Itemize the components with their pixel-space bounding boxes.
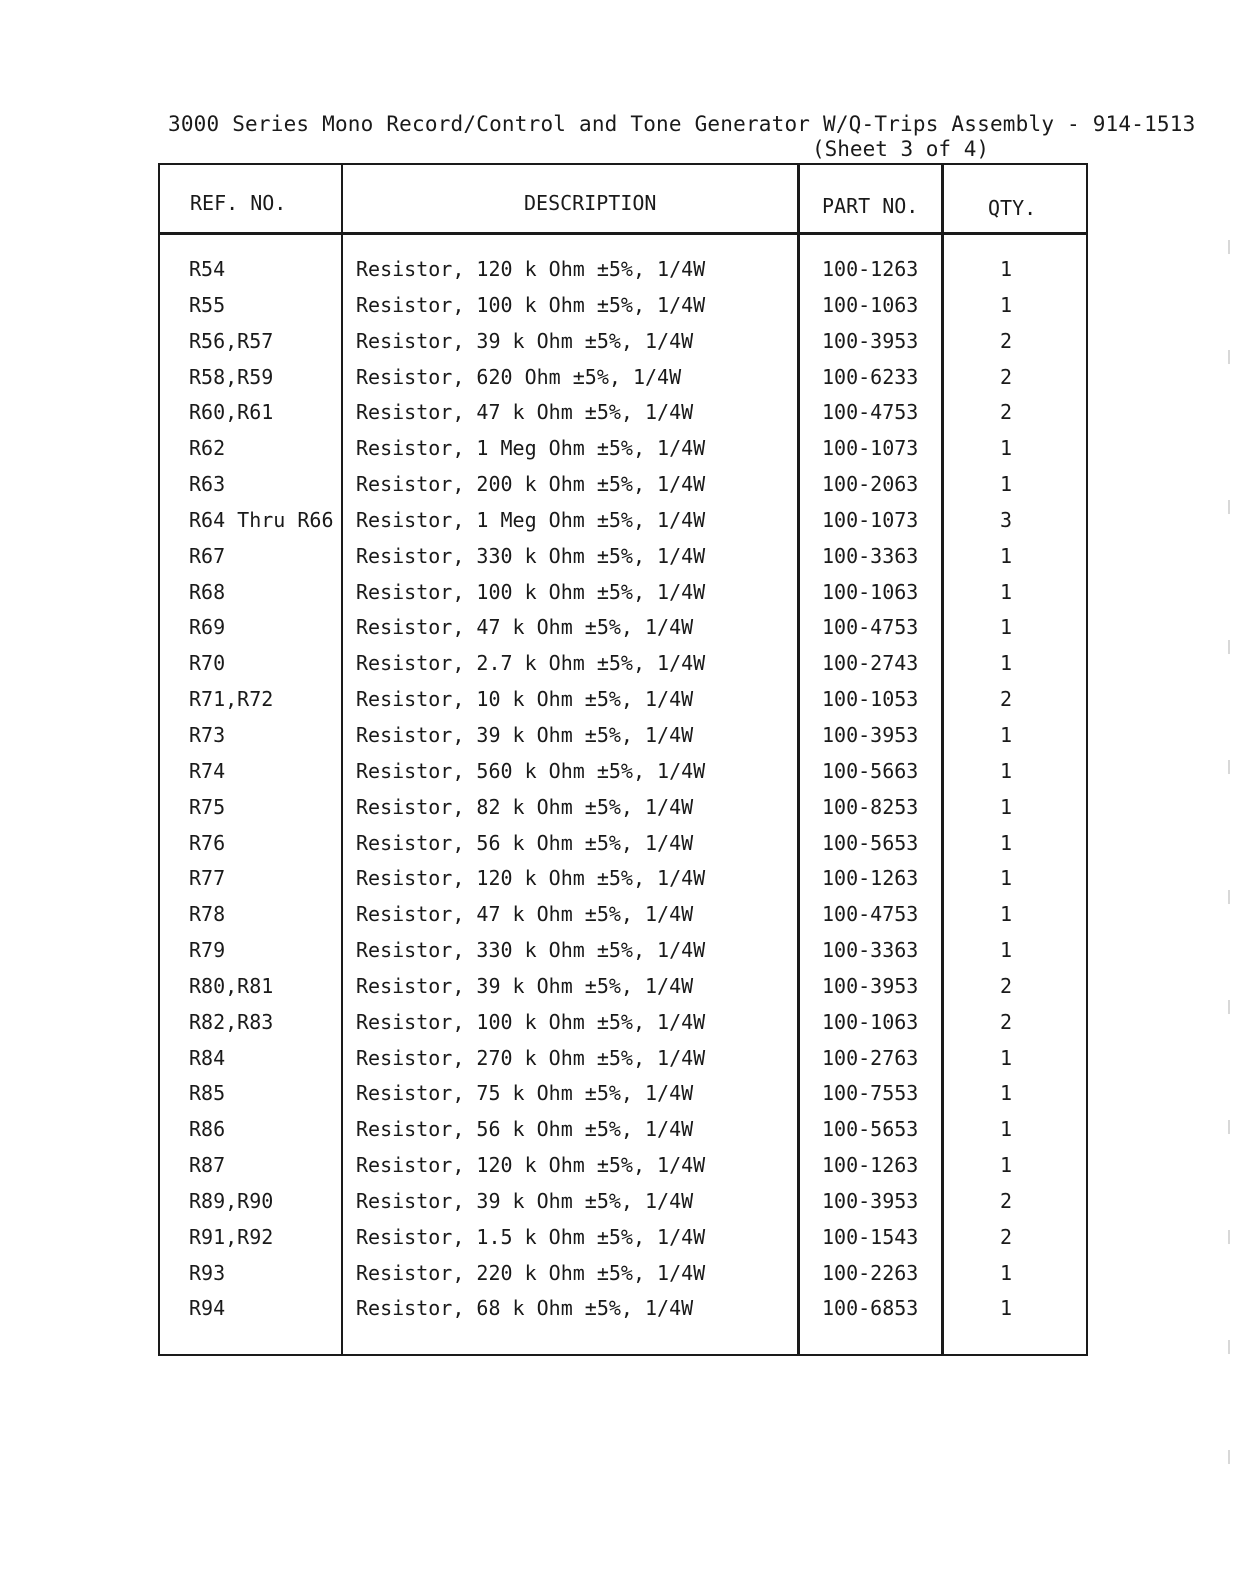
table-row — [160, 1081, 1086, 1117]
table-row — [160, 436, 1086, 472]
table-row — [160, 687, 1086, 723]
ref-no-cell: R89,R90 — [189, 1188, 274, 1213]
ref-no-cell: R84 — [189, 1045, 226, 1070]
qty-cell: 1 — [1000, 758, 1013, 783]
qty-cell: 2 — [1000, 973, 1013, 998]
part-no-cell: 100-1073 — [822, 436, 919, 461]
ref-no-cell: R63 — [189, 472, 226, 497]
description-cell: Resistor, 68 k Ohm ±5%, 1/4W — [356, 1296, 694, 1321]
qty-cell: 2 — [1000, 1224, 1013, 1249]
qty-cell: 2 — [1000, 687, 1013, 712]
part-no-cell: 100-3953 — [822, 722, 919, 747]
description-cell: Resistor, 47 k Ohm ±5%, 1/4W — [356, 400, 694, 425]
ref-no-cell: R68 — [189, 579, 226, 604]
document-title: 3000 Series Mono Record/Control and Tone Generator W/Q-Trips Assembly - 914-1513 — [168, 112, 1196, 136]
header-part-no: PART NO. — [822, 194, 919, 218]
ref-no-cell: R80,R81 — [189, 973, 274, 998]
table-row — [160, 1296, 1086, 1332]
table-row — [160, 1117, 1086, 1153]
ref-no-cell: R73 — [189, 722, 226, 747]
part-no-cell: 100-4753 — [822, 615, 919, 640]
ref-no-cell: R74 — [189, 758, 226, 783]
table-row — [160, 1153, 1086, 1189]
description-cell: Resistor, 47 k Ohm ±5%, 1/4W — [356, 902, 694, 927]
part-no-cell: 100-1263 — [822, 866, 919, 891]
ref-no-cell: R76 — [189, 830, 226, 855]
description-cell: Resistor, 120 k Ohm ±5%, 1/4W — [356, 1153, 706, 1178]
qty-cell: 1 — [1000, 866, 1013, 891]
description-cell: Resistor, 330 k Ohm ±5%, 1/4W — [356, 938, 706, 963]
ref-no-cell: R93 — [189, 1260, 226, 1285]
description-cell: Resistor, 100 k Ohm ±5%, 1/4W — [356, 579, 706, 604]
qty-cell: 1 — [1000, 1045, 1013, 1070]
table-row — [160, 400, 1086, 436]
description-cell: Resistor, 10 k Ohm ±5%, 1/4W — [356, 687, 694, 712]
table-row — [160, 759, 1086, 795]
part-no-cell: 100-6233 — [822, 364, 919, 389]
description-cell: Resistor, 75 k Ohm ±5%, 1/4W — [356, 1081, 694, 1106]
header-ref-no: REF. NO. — [190, 191, 287, 215]
table-body — [160, 257, 1086, 1332]
part-no-cell: 100-6853 — [822, 1296, 919, 1321]
table-row — [160, 723, 1086, 759]
description-cell: Resistor, 39 k Ohm ±5%, 1/4W — [356, 722, 694, 747]
qty-cell: 1 — [1000, 1117, 1013, 1142]
qty-cell: 1 — [1000, 436, 1013, 461]
table-row — [160, 1010, 1086, 1046]
part-no-cell: 100-4753 — [822, 400, 919, 425]
ref-no-cell: R75 — [189, 794, 226, 819]
description-cell: Resistor, 39 k Ohm ±5%, 1/4W — [356, 1188, 694, 1213]
ref-no-cell: R70 — [189, 651, 226, 676]
ref-no-cell: R55 — [189, 292, 226, 317]
table-row — [160, 902, 1086, 938]
qty-cell: 1 — [1000, 938, 1013, 963]
table-row — [160, 831, 1086, 867]
qty-cell: 1 — [1000, 1296, 1013, 1321]
qty-cell: 1 — [1000, 794, 1013, 819]
part-no-cell: 100-1263 — [822, 1153, 919, 1178]
ref-no-cell: R60,R61 — [189, 400, 274, 425]
qty-cell: 2 — [1000, 1188, 1013, 1213]
part-no-cell: 100-1063 — [822, 1009, 919, 1034]
table-row — [160, 329, 1086, 365]
part-no-cell: 100-3363 — [822, 938, 919, 963]
ref-no-cell: R82,R83 — [189, 1009, 274, 1034]
description-cell: Resistor, 2.7 k Ohm ±5%, 1/4W — [356, 651, 706, 676]
part-no-cell: 100-1053 — [822, 687, 919, 712]
part-no-cell: 100-2063 — [822, 472, 919, 497]
ref-no-cell: R86 — [189, 1117, 226, 1142]
ref-no-cell: R94 — [189, 1296, 226, 1321]
qty-cell: 1 — [1000, 651, 1013, 676]
table-row — [160, 651, 1086, 687]
description-cell: Resistor, 330 k Ohm ±5%, 1/4W — [356, 543, 706, 568]
part-no-cell: 100-1063 — [822, 292, 919, 317]
description-cell: Resistor, 120 k Ohm ±5%, 1/4W — [356, 866, 706, 891]
qty-cell: 1 — [1000, 257, 1013, 281]
table-row — [160, 293, 1086, 329]
description-cell: Resistor, 100 k Ohm ±5%, 1/4W — [356, 292, 706, 317]
qty-cell: 2 — [1000, 1009, 1013, 1034]
ref-no-cell: R91,R92 — [189, 1224, 274, 1249]
description-cell: Resistor, 620 Ohm ±5%, 1/4W — [356, 364, 682, 389]
description-cell: Resistor, 39 k Ohm ±5%, 1/4W — [356, 973, 694, 998]
part-no-cell: 100-1543 — [822, 1224, 919, 1249]
qty-cell: 2 — [1000, 364, 1013, 389]
part-no-cell: 100-1263 — [822, 257, 919, 281]
part-no-cell: 100-4753 — [822, 902, 919, 927]
part-no-cell: 100-7553 — [822, 1081, 919, 1106]
table-row — [160, 365, 1086, 401]
part-no-cell: 100-2743 — [822, 651, 919, 676]
ref-no-cell: R56,R57 — [189, 328, 274, 353]
part-no-cell: 100-1063 — [822, 579, 919, 604]
ref-no-cell: R67 — [189, 543, 226, 568]
description-cell: Resistor, 56 k Ohm ±5%, 1/4W — [356, 1117, 694, 1142]
part-no-cell: 100-2263 — [822, 1260, 919, 1285]
table-row — [160, 1261, 1086, 1297]
header-description: DESCRIPTION — [524, 191, 657, 215]
part-no-cell: 100-5653 — [822, 830, 919, 855]
table-row — [160, 472, 1086, 508]
part-no-cell: 100-3953 — [822, 328, 919, 353]
description-cell: Resistor, 270 k Ohm ±5%, 1/4W — [356, 1045, 706, 1070]
table-row — [160, 544, 1086, 580]
qty-cell: 1 — [1000, 830, 1013, 855]
description-cell: Resistor, 39 k Ohm ±5%, 1/4W — [356, 328, 694, 353]
part-no-cell: 100-1073 — [822, 507, 919, 532]
description-cell: Resistor, 1 Meg Ohm ±5%, 1/4W — [356, 436, 706, 461]
part-no-cell: 100-2763 — [822, 1045, 919, 1070]
ref-no-cell: R78 — [189, 902, 226, 927]
table-row — [160, 795, 1086, 831]
description-cell: Resistor, 1.5 k Ohm ±5%, 1/4W — [356, 1224, 706, 1249]
qty-cell: 3 — [1000, 507, 1013, 532]
qty-cell: 1 — [1000, 1153, 1013, 1178]
qty-cell: 2 — [1000, 400, 1013, 425]
part-no-cell: 100-8253 — [822, 794, 919, 819]
scan-edge-marks — [1210, 240, 1230, 1540]
ref-no-cell: R85 — [189, 1081, 226, 1106]
ref-no-cell: R77 — [189, 866, 226, 891]
qty-cell: 1 — [1000, 615, 1013, 640]
qty-cell: 1 — [1000, 579, 1013, 604]
table-row — [160, 1189, 1086, 1225]
table-row — [160, 974, 1086, 1010]
table-row — [160, 1225, 1086, 1261]
part-no-cell: 100-5663 — [822, 758, 919, 783]
table-row — [160, 1046, 1086, 1082]
header-qty: QTY. — [988, 196, 1037, 220]
ref-no-cell: R62 — [189, 436, 226, 461]
table-row — [160, 580, 1086, 616]
part-no-cell: 100-3363 — [822, 543, 919, 568]
qty-cell: 1 — [1000, 472, 1013, 497]
ref-no-cell: R79 — [189, 938, 226, 963]
description-cell: Resistor, 56 k Ohm ±5%, 1/4W — [356, 830, 694, 855]
description-cell: Resistor, 82 k Ohm ±5%, 1/4W — [356, 794, 694, 819]
table-row — [160, 866, 1086, 902]
ref-no-cell: R87 — [189, 1153, 226, 1178]
header-divider — [160, 232, 1086, 235]
description-cell: Resistor, 200 k Ohm ±5%, 1/4W — [356, 472, 706, 497]
sheet-number: (Sheet 3 of 4) — [812, 137, 990, 161]
part-no-cell: 100-5653 — [822, 1117, 919, 1142]
qty-cell: 1 — [1000, 1081, 1013, 1106]
description-cell: Resistor, 100 k Ohm ±5%, 1/4W — [356, 1009, 706, 1034]
ref-no-cell: R64 Thru R66 — [189, 507, 334, 532]
qty-cell: 1 — [1000, 292, 1013, 317]
qty-cell: 1 — [1000, 1260, 1013, 1285]
part-no-cell: 100-3953 — [822, 1188, 919, 1213]
parts-table — [158, 163, 1088, 1356]
part-no-cell: 100-3953 — [822, 973, 919, 998]
table-row — [160, 257, 1086, 293]
description-cell: Resistor, 1 Meg Ohm ±5%, 1/4W — [356, 507, 706, 532]
table-row — [160, 938, 1086, 974]
qty-cell: 1 — [1000, 722, 1013, 747]
description-cell: Resistor, 120 k Ohm ±5%, 1/4W — [356, 257, 706, 281]
description-cell: Resistor, 560 k Ohm ±5%, 1/4W — [356, 758, 706, 783]
ref-no-cell: R71,R72 — [189, 687, 274, 712]
qty-cell: 1 — [1000, 902, 1013, 927]
ref-no-cell: R58,R59 — [189, 364, 274, 389]
table-row — [160, 508, 1086, 544]
qty-cell: 2 — [1000, 328, 1013, 353]
qty-cell: 1 — [1000, 543, 1013, 568]
description-cell: Resistor, 220 k Ohm ±5%, 1/4W — [356, 1260, 706, 1285]
description-cell: Resistor, 47 k Ohm ±5%, 1/4W — [356, 615, 694, 640]
table-row — [160, 615, 1086, 651]
ref-no-cell: R69 — [189, 615, 226, 640]
ref-no-cell: R54 — [189, 257, 226, 281]
